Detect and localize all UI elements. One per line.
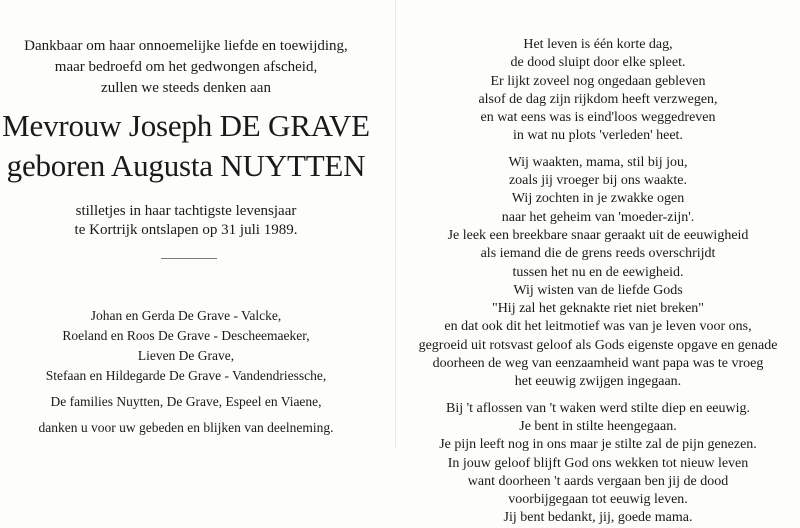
thanks-line: danken u voor uw gebeden en blijken van deelneming. bbox=[38, 420, 334, 435]
passing-line: stilletjes in haar tachtigste levensjaar bbox=[75, 203, 297, 219]
family-line: Roeland en Roos De Grave - Descheemaeker, bbox=[62, 328, 310, 343]
deceased-name bbox=[0, 106, 372, 186]
poem-line: naar het geheim van 'moeder-zijn'. bbox=[501, 209, 695, 225]
poem-line: Je bent in stilte heengegaan. bbox=[519, 418, 677, 434]
poem-line: Het leven is één korte dag, bbox=[523, 37, 673, 52]
poem-line: Wij zochten in je zwakke ogen bbox=[511, 191, 685, 207]
poem-line: in wat nu plots 'verleden' heet. bbox=[513, 128, 683, 144]
right-page bbox=[396, 0, 800, 526]
poem-line: gegroeid uit rotsvast geloof als Gods eigenste opgave en genade bbox=[418, 337, 778, 353]
poem-line: als iemand die de grens reeds overschrijdt bbox=[480, 246, 716, 262]
poem-line: Jij bent bedankt, jij, goede mama. bbox=[503, 510, 693, 526]
poem-line: "Hij zal het geknakte riet niet breken" bbox=[491, 301, 704, 317]
poem-line: In jouw geloof blijft God ons wekken tot nieuw leven bbox=[447, 455, 749, 471]
intro-line: Dankbaar om haar onnoemelijke liefde en toewijding, bbox=[24, 38, 348, 54]
maiden-name-line: geboren Augusta NUYTTEN bbox=[6, 148, 366, 183]
intro-text bbox=[0, 36, 372, 99]
family-line: Stefaan en Hildegarde De Grave - Vandendriessche, bbox=[45, 368, 327, 383]
poem-line: Je pijn leeft nog in ons maar je stilte zal de pijn genezen. bbox=[439, 437, 757, 453]
poem-line: Je leek een breekbare snaar geraakt uit de eeuwigheid bbox=[447, 227, 749, 243]
poem-line: Bij 't aflossen van 't waken werd stilte diep en eeuwig. bbox=[445, 400, 751, 416]
divider-rule bbox=[161, 258, 217, 259]
poem-line: tussen het nu en de eewigheid. bbox=[512, 264, 684, 280]
poem-line: want doorheen 't aards vergaan ben jij de dood bbox=[467, 473, 729, 489]
name-line: Mevrouw Joseph DE GRAVE bbox=[2, 108, 370, 143]
poem-line: alsof de dag zijn rijkdom heeft verzwegen, bbox=[478, 91, 718, 107]
poem-line: voorbijgegaan tot eeuwig leven. bbox=[508, 492, 688, 508]
family-line: Johan en Gerda De Grave - Valcke, bbox=[90, 308, 282, 323]
intro-line: maar bedroefd om het gedwongen afscheid, bbox=[54, 59, 318, 75]
poem bbox=[396, 36, 800, 528]
poem-line: doorheen de weg van eenzaamheid want papa was te vroeg bbox=[432, 356, 764, 372]
left-page bbox=[0, 0, 396, 449]
poem-line: Wij waakten, mama, stil bij jou, bbox=[508, 154, 688, 170]
poem-line: en wat eens was is eind'loos weggedreven bbox=[480, 110, 716, 126]
poem-line: het eeuwig zwijgen ingegaan. bbox=[514, 374, 682, 390]
poem-line: en dat ook dit het leitmotief was van je leven voor ons, bbox=[444, 319, 752, 335]
passing-line: te Kortrijk ontslapen op 31 juli 1989. bbox=[74, 222, 298, 238]
intro-line: zullen we steeds denken aan bbox=[101, 80, 271, 96]
poem-line: Er lijkt zoveel nog ongedaan gebleven bbox=[490, 73, 706, 89]
poem-line: Wij wisten van de liefde Gods bbox=[513, 282, 683, 298]
passing-text bbox=[0, 202, 372, 240]
poem-line: zoals jij vroeger bij ons waakte. bbox=[508, 173, 688, 189]
poem-line: de dood sluipt door elke spleet. bbox=[510, 55, 686, 71]
families-line: De families Nuytten, De Grave, Espeel en Viaene, bbox=[50, 394, 322, 409]
family-list bbox=[0, 306, 372, 438]
family-line: Lieven De Grave, bbox=[137, 348, 235, 363]
